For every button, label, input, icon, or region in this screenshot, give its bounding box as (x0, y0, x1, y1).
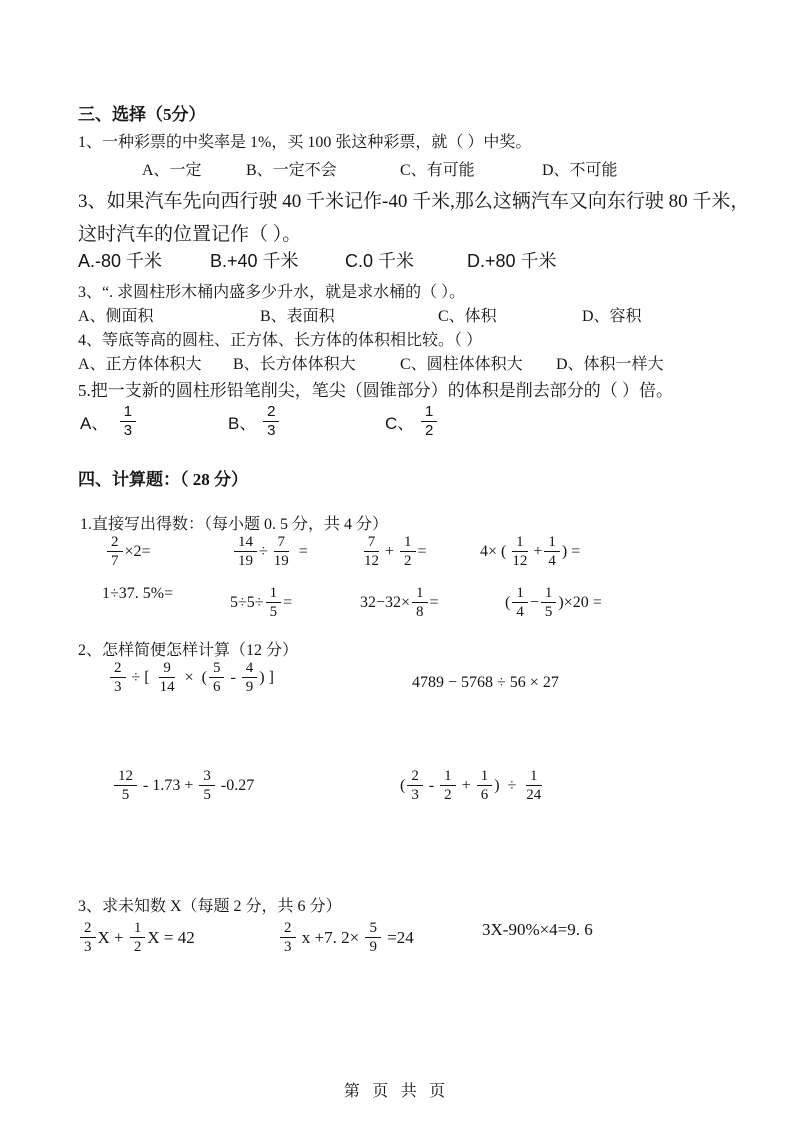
math-expression (105, 534, 151, 569)
math-text: - (226, 668, 240, 686)
option-a: A、一定 (142, 162, 202, 179)
simplify-row2 (0, 768, 793, 818)
fraction: $\frac{1}{2}$ (440, 768, 456, 803)
math-text: = (283, 593, 293, 611)
math-expression (112, 768, 254, 803)
option-c: C、有可能 (400, 162, 475, 179)
fraction: $\frac{1}{3}$ (120, 404, 136, 439)
simplify-row1 (0, 660, 793, 710)
math-text: × ( (180, 668, 207, 686)
fraction: $\frac{1}{2}$ (130, 920, 146, 955)
math-text: 1÷37. 5%= (102, 585, 174, 602)
section-calc-title: 四、计算题：（ 28 分） (78, 470, 248, 489)
math-text: A、 (80, 414, 118, 434)
question-1-options (0, 157, 793, 181)
math-expression (400, 768, 547, 803)
question-3car-line2: 这时汽车的位置记作（ ）。 (78, 224, 302, 245)
math-text: + (385, 542, 399, 560)
math-text: ÷ (259, 542, 268, 560)
fraction: $\frac{7}{12}$ (364, 534, 379, 570)
question-3b-options (0, 303, 793, 327)
fraction: $\frac{2}{7}$ (107, 534, 123, 569)
math-equation (482, 920, 593, 940)
option-d: D、不可能 (542, 162, 618, 179)
fraction: $\frac{5}{6}$ (209, 660, 225, 695)
fraction: $\frac{1}{24}$ (526, 768, 542, 804)
option-d: D、容积 (582, 308, 642, 325)
math-text: = (294, 542, 308, 560)
fraction: $\frac{2}{3}$ (407, 768, 423, 803)
fraction: $\frac{2}{3}$ (280, 920, 296, 955)
question-3car-line1: 3、如果汽车先向西行驶 40 千米记作-40 千米,那么这辆汽车又向东行驶 80 千米， (78, 191, 750, 212)
section-choice-title: 三、选择（5分） (78, 105, 206, 124)
question-1-text: 1、一种彩票的中奖率是 1%，买 100 张这种彩票，就（ ）中奖。 (78, 134, 532, 151)
direct-calc-row1 (0, 534, 793, 584)
math-text: ( (400, 776, 406, 794)
math-text: 4× ( (480, 542, 507, 560)
math-text: = (417, 542, 427, 560)
fraction: $\frac{2}{3}$ (263, 404, 279, 439)
simplify-label: 2、怎样简便怎样计算（12 分） (78, 642, 299, 659)
option-c: C、圆柱体体积大 (400, 356, 523, 373)
math-expression (505, 585, 602, 620)
option-b: B、一定不会 (246, 162, 337, 179)
fraction: $\frac{2}{3}$ (80, 920, 96, 955)
math-text: B、 (228, 414, 262, 434)
math-text: ) ] (259, 668, 274, 686)
math-text: ) = (561, 542, 581, 560)
math-text: ( (505, 593, 511, 611)
option-b: B、长方体体积大 (233, 356, 356, 373)
page-footer: 第 页 共 页 (343, 1083, 450, 1100)
fraction: $\frac{1}{6}$ (477, 768, 493, 803)
fraction: $\frac{7}{19}$ (273, 534, 289, 570)
math-text: ) ÷ (494, 776, 521, 794)
option-a: A、正方体体积大 (78, 356, 202, 373)
option-a: A.-80 千米 (78, 251, 163, 271)
question-3car-options (0, 247, 793, 271)
option-c: C、体积 (438, 308, 497, 325)
math-expression (232, 534, 308, 569)
option-c (385, 404, 439, 439)
math-text: - 1.73 + (139, 776, 198, 794)
math-text: 4789 − 5768 ÷ 56 × 27 (412, 674, 559, 691)
math-text: 5÷5÷ (230, 593, 264, 611)
question-3b-text: 3、“. 求圆柱形木桶内盛多少升水，就是求水桶的（ ）。 (78, 284, 466, 301)
fraction: $\frac{4}{9}$ (242, 660, 258, 695)
math-text: ×2= (124, 542, 151, 560)
option-a (80, 404, 138, 439)
fraction: $\frac{9}{14}$ (159, 660, 175, 696)
fraction: $\frac{1}{4}$ (544, 534, 560, 569)
solve-x-label: 3、求未知数 X（每题 2 分，共 6 分） (78, 898, 342, 915)
math-equation (278, 920, 414, 955)
direct-calc-label: 1.直接写出得数：（每小题 0. 5 分，共 4 分） (80, 516, 389, 533)
math-text: )×20 = (558, 593, 602, 611)
math-expression (412, 674, 559, 692)
fraction: $\frac{1}{4}$ (512, 585, 528, 620)
fraction: $\frac{5}{9}$ (365, 920, 381, 955)
math-expression (360, 585, 439, 620)
math-text: + (533, 542, 543, 560)
math-text: -0.27 (216, 776, 255, 794)
question-4-options (0, 351, 793, 375)
option-c: C.0 千米 (345, 251, 415, 271)
fraction: $\frac{1}{2}$ (421, 404, 437, 439)
math-text: X + (97, 927, 128, 947)
option-b (228, 404, 281, 439)
math-expression (102, 585, 173, 603)
fraction: $\frac{1}{5}$ (541, 585, 557, 620)
fraction: $\frac{1}{8}$ (412, 585, 428, 620)
direct-calc-row2 (0, 585, 793, 635)
fraction: $\frac{14}{19}$ (234, 534, 257, 569)
math-expression (230, 585, 292, 620)
math-text: − (529, 593, 539, 611)
math-text: 32−32× (360, 593, 411, 611)
option-b: B、表面积 (260, 308, 335, 325)
math-text: - (424, 776, 439, 794)
math-text: x +7. 2× (297, 927, 364, 947)
math-text: ÷ [ (127, 668, 154, 686)
option-b: B.+40 千米 (210, 251, 299, 271)
math-text: = (429, 593, 439, 611)
option-d: D.+80 千米 (467, 251, 557, 271)
math-text: 3X-90%×4=9. 6 (482, 920, 593, 939)
fraction: $\frac{1}{12}$ (512, 534, 528, 570)
fraction: $\frac{1}{5}$ (266, 585, 282, 620)
question-5-text: 5.把一支新的圆柱形铅笔削尖，笔尖（圆锥部分）的体积是削去部分的（ ）倍。 (78, 381, 673, 400)
option-a: A、侧面积 (78, 308, 154, 325)
math-text: =24 (382, 927, 414, 947)
fraction: $\frac{3}{5}$ (199, 768, 215, 803)
math-text: C、 (385, 414, 419, 434)
question-4-text: 4、等底等高的圆柱、正方体、长方体的体积相比较。（ ） (78, 332, 483, 349)
math-expression (108, 660, 274, 695)
solve-x-row (0, 920, 793, 970)
math-text: X = 42 (147, 927, 195, 947)
math-expression (358, 534, 427, 569)
question-5-options (0, 404, 793, 454)
fraction: $\frac{1}{2}$ (400, 534, 416, 569)
option-d: D、体积一样大 (556, 356, 664, 373)
math-equation (78, 920, 195, 955)
math-expression (480, 534, 580, 569)
fraction: $\frac{12}{5}$ (114, 768, 137, 803)
math-text: + (457, 776, 475, 794)
fraction: $\frac{2}{3}$ (110, 660, 126, 695)
